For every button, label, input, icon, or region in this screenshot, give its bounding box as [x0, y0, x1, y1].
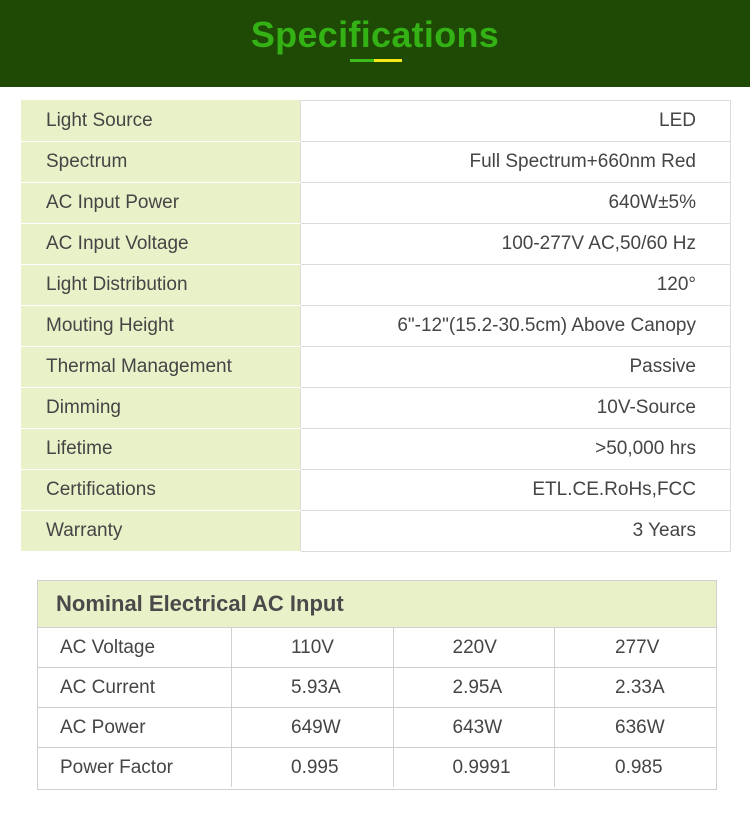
value-220v: 220V [393, 628, 555, 668]
spec-label: Dimming [22, 388, 301, 429]
value-110v: 649W [232, 708, 394, 748]
spec-label: Light Distribution [22, 265, 301, 306]
title-underline-green [350, 59, 374, 62]
spec-label: Certifications [22, 470, 301, 511]
value-220v: 2.95A [393, 668, 555, 708]
spec-row [22, 511, 731, 552]
spec-label: Lifetime [22, 429, 301, 470]
spec-label: AC Input Power [22, 183, 301, 224]
value-110v: 5.93A [232, 668, 394, 708]
specifications-table [21, 100, 731, 552]
spec-label: AC Input Voltage [22, 224, 301, 265]
spec-label: Spectrum [22, 142, 301, 183]
spec-row [22, 101, 731, 142]
spec-value: ETL.CE.RoHs,FCC [301, 470, 731, 511]
row-label: AC Power [38, 708, 232, 748]
value-277v: 277V [555, 628, 717, 668]
value-110v: 110V [232, 628, 394, 668]
spec-value: 3 Years [301, 511, 731, 552]
spec-value: 10V-Source [301, 388, 731, 429]
spec-value: Full Spectrum+660nm Red [301, 142, 731, 183]
header-banner [0, 0, 750, 87]
row-label: AC Current [38, 668, 232, 708]
title-underline-yellow [374, 59, 402, 62]
spec-value: 100-277V AC,50/60 Hz [301, 224, 731, 265]
page-title: Specifications [250, 14, 500, 55]
spec-label: Light Source [22, 101, 301, 142]
spec-row [22, 142, 731, 183]
spec-row [22, 183, 731, 224]
spec-label: Thermal Management [22, 347, 301, 388]
spec-row [22, 224, 731, 265]
row-label: AC Voltage [38, 628, 232, 668]
electrical-input-panel [37, 580, 717, 790]
table-row [38, 708, 716, 748]
value-220v: 643W [393, 708, 555, 748]
spec-value: LED [301, 101, 731, 142]
spec-value: 640W±5% [301, 183, 731, 224]
spec-value: 6"-12"(15.2-30.5cm) Above Canopy [301, 306, 731, 347]
spec-row [22, 306, 731, 347]
value-110v: 0.995 [232, 748, 394, 788]
table-row [38, 748, 716, 788]
value-220v: 0.9991 [393, 748, 555, 788]
spec-value: >50,000 hrs [301, 429, 731, 470]
electrical-input-title: Nominal Electrical AC Input [38, 581, 716, 628]
spec-value: Passive [301, 347, 731, 388]
value-277v: 636W [555, 708, 717, 748]
table-row [38, 628, 716, 668]
spec-value: 120° [301, 265, 731, 306]
spec-row [22, 265, 731, 306]
spec-label: Mouting Height [22, 306, 301, 347]
spec-row [22, 347, 731, 388]
spec-row [22, 429, 731, 470]
spec-row [22, 388, 731, 429]
spec-row [22, 470, 731, 511]
value-277v: 2.33A [555, 668, 717, 708]
spec-label: Warranty [22, 511, 301, 552]
table-row [38, 668, 716, 708]
row-label: Power Factor [38, 748, 232, 788]
value-277v: 0.985 [615, 756, 663, 778]
electrical-input-table [38, 628, 716, 787]
